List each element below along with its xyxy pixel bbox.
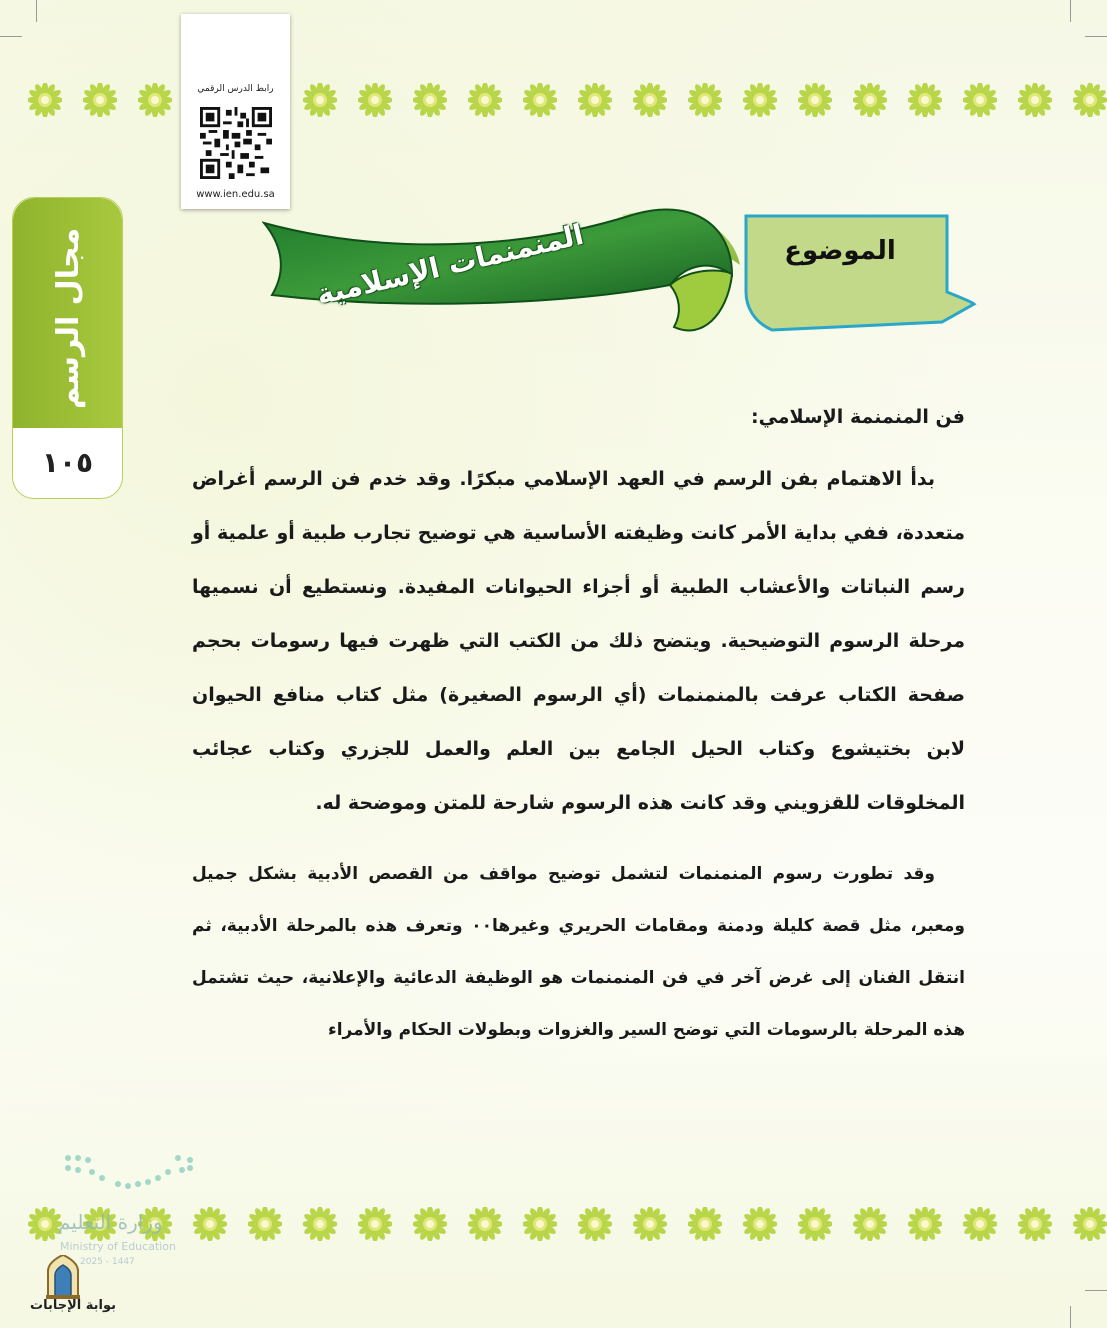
banner-ribbon-icon (262, 195, 752, 345)
flower-ornament-icon (523, 83, 557, 117)
flower-ornament-icon (633, 83, 667, 117)
flower-ornament-icon (468, 83, 502, 117)
ministry-name-en: Ministry of Education (60, 1240, 177, 1253)
flower-ornament-icon (28, 1207, 62, 1241)
crop-mark (1070, 1306, 1071, 1328)
flower-ornament-icon (798, 83, 832, 117)
flower-ornament-icon (798, 1207, 832, 1241)
flower-ornament-icon (413, 1207, 447, 1241)
ministry-name-ar: وزارة التعليم (58, 1210, 163, 1234)
flower-ornament-icon (853, 1207, 887, 1241)
flower-ornament-icon (193, 1207, 227, 1241)
crop-mark (1070, 0, 1071, 22)
ministry-year: 2025 - 1447 (80, 1257, 135, 1267)
portal-logo-icon[interactable] (44, 1255, 82, 1299)
chapter-title: مجال الرسم (51, 227, 86, 409)
flower-ornament-icon (248, 1207, 282, 1241)
qr-label: رابط الدرس الرقمي (197, 84, 274, 94)
flower-ornament-icon (908, 1207, 942, 1241)
qr-code-icon[interactable] (200, 107, 272, 179)
paragraph-2: وقد تطورت رسوم المنمنمات لتشمل توضيح مواقف من القصص الأدبية بشكل جميل ومعبر، مثل قصة كليلة ودمنة ومقامات الحريري وغيرها٠٠ وتعرف هذه بالمرحلة الأدبية، ثم انتقل الفنان إلى غرض آخر في فن المنمنمات هو الوظيفة الدعائية والإعلانية، حيث تشتمل هذه المرحلة بالرسومات التي توضح السير والغزوات وبطولات الحكام والأمراء (192, 864, 965, 1040)
lesson-title: المنمنمات الإسلامية (313, 217, 587, 312)
flower-ornament-icon (358, 1207, 392, 1241)
portal-label[interactable]: بوابة الإجابات (30, 1298, 116, 1313)
qr-card[interactable] (181, 14, 290, 209)
lesson-content (192, 400, 965, 1056)
flower-ornament-icon (358, 83, 392, 117)
flower-ornament-icon (523, 1207, 557, 1241)
flower-ornament-icon (468, 1207, 502, 1241)
ministry-logo-icon (58, 1152, 198, 1212)
flower-ornament-icon (743, 83, 777, 117)
crop-mark (0, 36, 22, 37)
crop-mark (36, 0, 37, 22)
flower-ornament-icon (138, 83, 172, 117)
flower-ornament-icon (963, 1207, 997, 1241)
crop-mark (1085, 36, 1107, 37)
crop-mark (1085, 1290, 1107, 1291)
flower-ornament-icon (688, 1207, 722, 1241)
qr-url[interactable]: www.ien.edu.sa (196, 189, 275, 200)
flower-ornament-icon (28, 83, 62, 117)
flower-ornament-icon (578, 1207, 612, 1241)
flower-ornament-icon (1073, 1207, 1107, 1241)
flower-border-top (0, 80, 1107, 120)
flower-ornament-icon (963, 83, 997, 117)
paragraph-1: بدأ الاهتمام بفن الرسم في العهد الإسلامي مبكرًا. وقد خدم فن الرسم أغراض متعددة، ففي بداية الأمر كانت وظيفته الأساسية هي توضيح تجارب طبية أو علمية أو رسم النباتات والأعشاب الطبية أو أجزاء الحيوانات المفيدة. ونستطيع أن نسميها مرحلة الرسوم التوضيحية. ويتضح ذلك من الكتب التي ظهرت فيها رسومات بحجم صفحة الكتاب عرفت بالمنمنمات (أي الرسوم الصغيرة) مثل كتاب منافع الحيوان لابن بختيشوع وكتاب الحيل الجامع بين العلم والعمل للجزري وكتاب عجائب المخلوقات للقزويني وقد كانت هذه الرسوم شارحة للمتن وموضحة له. (192, 468, 965, 814)
flower-ornament-icon (633, 1207, 667, 1241)
side-tab-header (13, 198, 122, 428)
flower-ornament-icon (413, 83, 447, 117)
section-heading: فن المنمنمة الإسلامي: (750, 406, 965, 428)
flower-ornament-icon (303, 1207, 337, 1241)
page-number: ١٠٥ (41, 446, 94, 479)
flower-ornament-icon (853, 83, 887, 117)
flower-ornament-icon (1073, 83, 1107, 117)
flower-ornament-icon (1018, 1207, 1052, 1241)
topic-badge (742, 212, 977, 332)
flower-ornament-icon (303, 83, 337, 117)
flower-ornament-icon (908, 83, 942, 117)
flower-ornament-icon (83, 83, 117, 117)
flower-ornament-icon (1018, 83, 1052, 117)
topic-label: الموضوع (784, 236, 896, 266)
chapter-side-tab (12, 197, 123, 499)
flower-ornament-icon (578, 83, 612, 117)
flower-ornament-icon (688, 83, 722, 117)
flower-ornament-icon (743, 1207, 777, 1241)
